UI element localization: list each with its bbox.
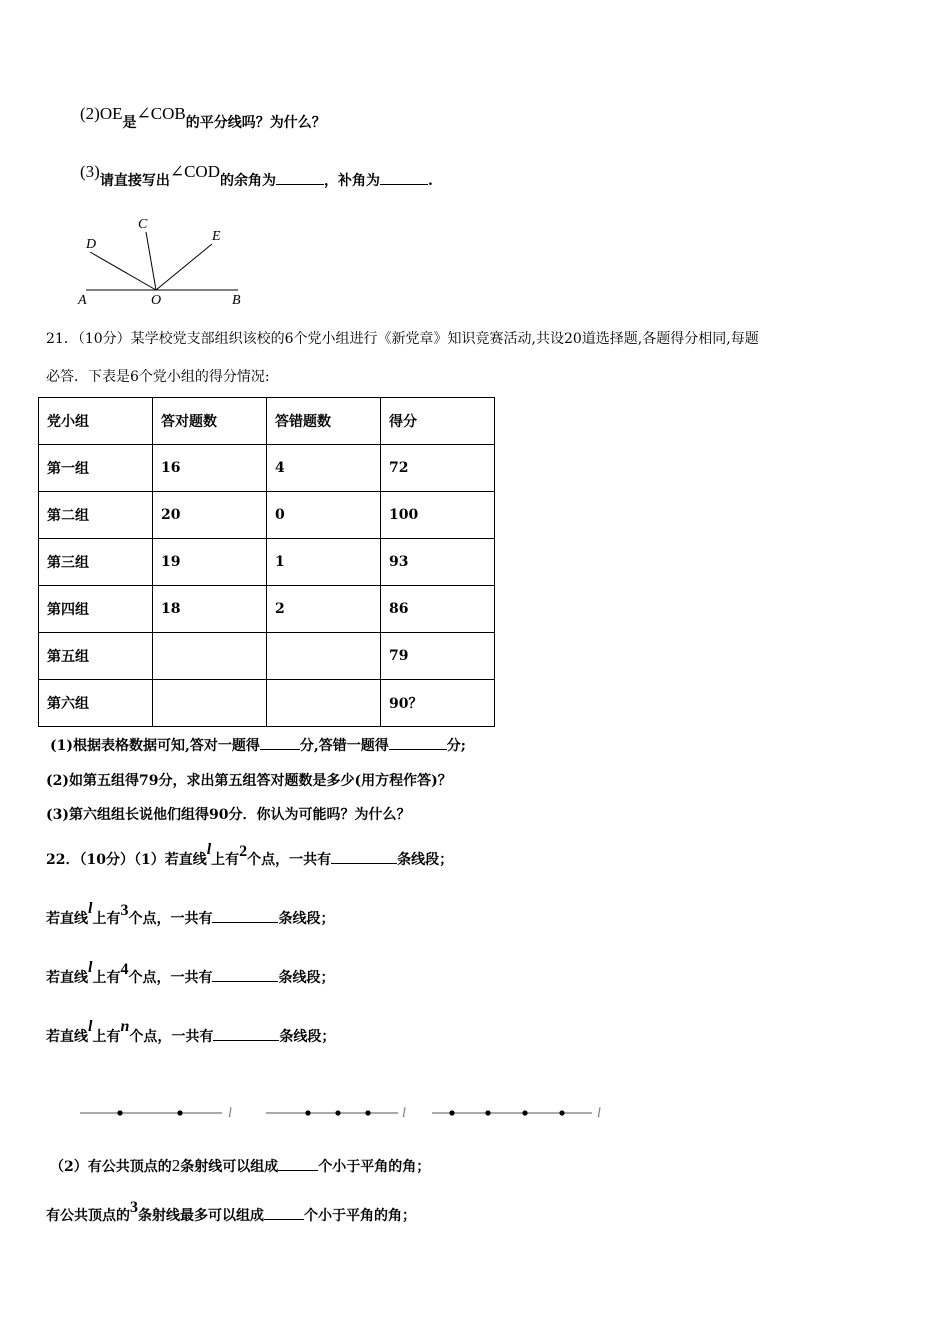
table-row — [39, 445, 495, 492]
ray-count: 3 — [130, 1199, 138, 1216]
table-cell: 第六组 — [39, 680, 153, 727]
line-label: l — [228, 1106, 232, 1121]
point — [305, 1110, 310, 1115]
point — [485, 1110, 490, 1115]
label-b: B — [232, 293, 241, 308]
table-row — [39, 633, 495, 680]
point-count: 2 — [239, 843, 248, 860]
point — [365, 1110, 370, 1115]
q20-part2-text: 是∠COB的平分线吗？为什么？ — [122, 104, 326, 131]
header-cell: 得分 — [381, 398, 495, 445]
label-d: D — [86, 237, 97, 252]
table-cell: 第一组 — [39, 445, 153, 492]
table-cell: 93 — [381, 539, 495, 586]
line-three-points — [266, 1106, 406, 1121]
point — [117, 1110, 122, 1115]
point — [449, 1110, 454, 1115]
answer-blank[interactable] — [380, 172, 428, 185]
table-cell — [153, 633, 267, 680]
table-cell: 20 — [153, 492, 267, 539]
line-four-points — [432, 1106, 601, 1121]
q20-part2 — [80, 104, 326, 131]
table-cell: 18 — [153, 586, 267, 633]
answer-blank[interactable] — [331, 851, 397, 864]
q21-number: 21． — [46, 331, 78, 347]
q20-part3 — [80, 162, 433, 189]
table-cell: 4 — [267, 445, 381, 492]
line-label: l — [402, 1106, 406, 1121]
answer-blank[interactable] — [212, 969, 278, 982]
table-cell: 2 — [267, 586, 381, 633]
table-cell: 第四组 — [39, 586, 153, 633]
table-cell: 第五组 — [39, 633, 153, 680]
q21-sub2: (2)如第五组得79分，求出第五组答对题数是多少(用方程作答)？ — [46, 773, 452, 789]
line-label: l — [597, 1106, 601, 1121]
point-count: n — [120, 1018, 130, 1035]
ray-count: 2 — [171, 1156, 181, 1175]
answer-blank[interactable] — [389, 737, 447, 750]
header-cell: 党小组 — [39, 398, 153, 445]
q22-line3: 若直线l上有4个点，一共有 条线段； — [46, 959, 335, 986]
table-cell — [267, 680, 381, 727]
table-row — [39, 680, 495, 727]
table-cell: 0 — [267, 492, 381, 539]
angle-figure — [72, 210, 252, 310]
q21-intro-line1: 21．（10分）某学校党支部组织该校的6个党小组进行《新党章》知识竞赛活动,共设20道选择题,各题得分相同,每题 — [46, 331, 759, 347]
ray-oe: OE — [99, 104, 123, 123]
var-l: l — [88, 900, 93, 917]
q20-part3-number: (3) — [80, 162, 100, 181]
point — [335, 1110, 340, 1115]
label-e: E — [212, 229, 221, 244]
ray-oc — [146, 232, 156, 290]
score-table — [38, 397, 495, 727]
table-cell: 1 — [267, 539, 381, 586]
point — [559, 1110, 564, 1115]
table-cell: 第三组 — [39, 539, 153, 586]
label-c: C — [138, 217, 148, 232]
header-cell: 答错题数 — [267, 398, 381, 445]
point — [522, 1110, 527, 1115]
table-cell: 第二组 — [39, 492, 153, 539]
lines-with-points-figure — [76, 1100, 616, 1128]
var-l: l — [206, 841, 212, 858]
table-row — [39, 492, 495, 539]
point — [177, 1110, 182, 1115]
table-row — [39, 586, 495, 633]
q21-intro-line2: 必答．下表是6个党小组的得分情况: — [46, 369, 270, 385]
ray-oe — [156, 244, 212, 290]
q22-part3: 有公共顶点的3条射线最多可以组成 个小于平角的角； — [46, 1199, 416, 1224]
table-cell — [267, 633, 381, 680]
answer-blank[interactable] — [260, 737, 300, 750]
q21-sub3: (3)第六组组长说他们组得90分．你认为可能吗？为什么？ — [46, 807, 411, 823]
table-cell: 90？ — [381, 680, 495, 727]
point-count: 3 — [120, 902, 129, 919]
label-o: O — [151, 293, 162, 308]
q20-part3-text: 请直接写出∠COD的余角为 ，补角为 . — [99, 162, 433, 189]
q22-line4: 若直线l上有n个点，一共有 条线段； — [46, 1018, 336, 1045]
q21-sub1: (1)根据表格数据可知,答对一题得 分,答错一题得 分; — [50, 738, 466, 754]
table-cell — [153, 680, 267, 727]
answer-blank[interactable] — [264, 1207, 304, 1220]
ray-od — [90, 252, 156, 290]
var-l: l — [88, 959, 93, 976]
angle-cod: ∠COD — [169, 162, 220, 181]
answer-blank[interactable] — [278, 1158, 318, 1171]
var-l: l — [88, 1018, 93, 1035]
table-cell: 79 — [381, 633, 495, 680]
header-cell: 答对题数 — [153, 398, 267, 445]
q22-line2: 若直线l上有3个点，一共有 条线段； — [46, 900, 335, 927]
label-a: A — [78, 293, 87, 308]
angle-cob: ∠COB — [136, 104, 186, 123]
point-count: 4 — [120, 961, 129, 978]
table-cell: 86 — [381, 586, 495, 633]
table-cell: 19 — [153, 539, 267, 586]
q22-part2: （2）有公共顶点的2条射线可以组成 个小于平角的角； — [50, 1156, 431, 1175]
table-header-row — [39, 398, 495, 445]
line-two-points — [80, 1106, 232, 1121]
table-cell: 100 — [381, 492, 495, 539]
table-row — [39, 539, 495, 586]
q22-line1: 22．（10分）（1）若直线l上有2个点，一共有 条线段； — [46, 841, 454, 868]
table-cell: 16 — [153, 445, 267, 492]
answer-blank[interactable] — [213, 1028, 279, 1041]
answer-blank[interactable] — [212, 910, 278, 923]
answer-blank[interactable] — [276, 172, 324, 185]
table-cell: 72 — [381, 445, 495, 492]
q20-part2-number: (2) — [80, 104, 100, 123]
